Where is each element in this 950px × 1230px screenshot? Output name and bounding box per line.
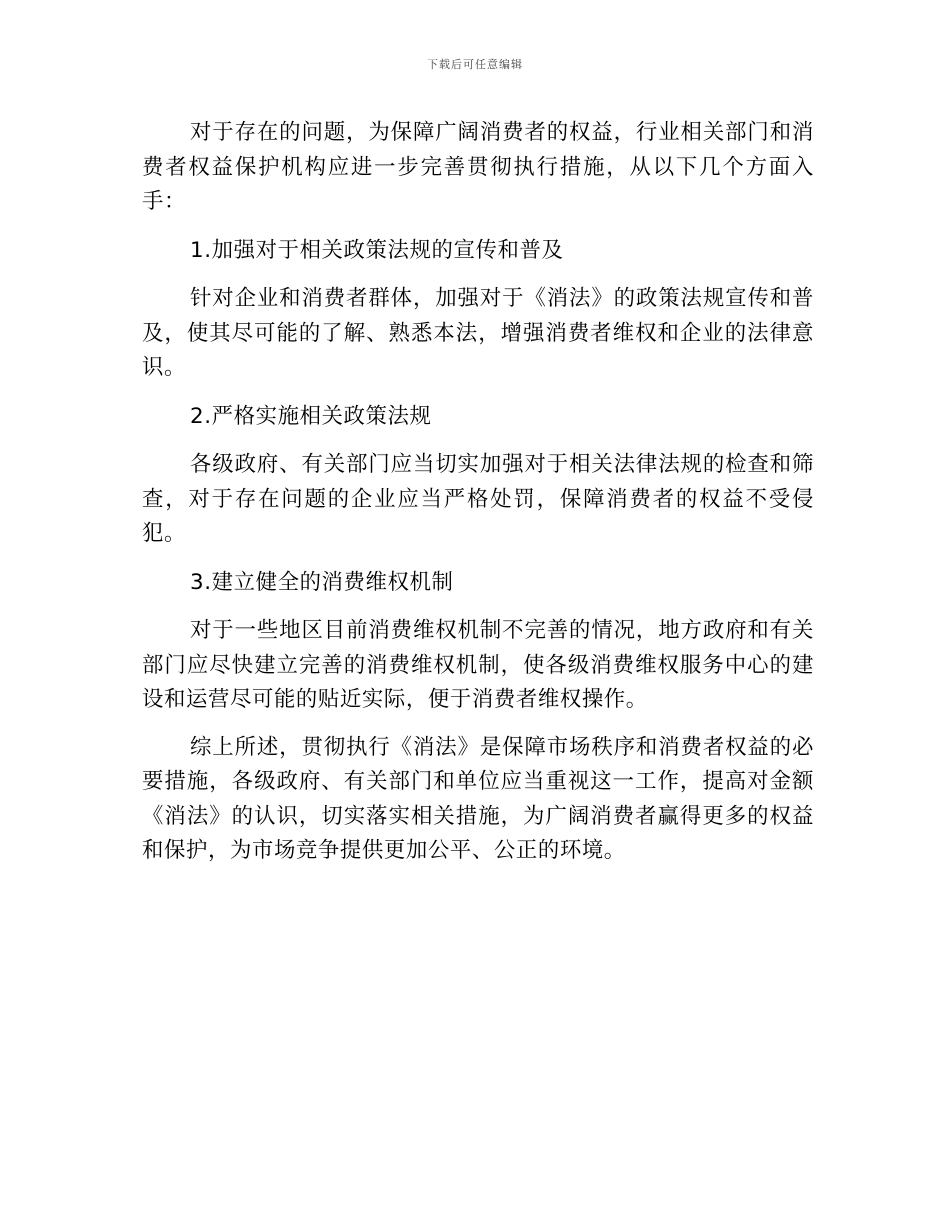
document-body bbox=[142, 116, 814, 869]
conclusion-paragraph: 综上所述，贯彻执行《消法》是保障市场秩序和消费者权益的必要措施，各级政府、有关部门和单位应当重视这一工作，提高对金额《消法》的认识，切实落实相关措施，为广阔消费者赢得更多的权益和保护，为市场竞争提供更加公平、公正的环境。 bbox=[142, 734, 814, 863]
page-header: 下载后可任意编辑 bbox=[427, 58, 523, 71]
section-body-3: 对于一些地区目前消费维权机制不完善的情况，地方政府和有关部门应尽快建立完善的消费维权机制，使各级消费维权服务中心的建设和运营尽可能的贴近实际，便于消费者维权操作。 bbox=[142, 618, 814, 712]
section-heading-2: 2.严格实施相关政策法规 bbox=[190, 403, 432, 429]
intro-paragraph: 对于存在的问题，为保障广阔消费者的权益，行业相关部门和消费者权益保护机构应进一步完善贯彻执行措施，从以下几个方面入手： bbox=[142, 120, 814, 214]
section-heading-3: 3.建立健全的消费维权机制 bbox=[190, 569, 454, 595]
section-heading-1: 1.加强对于相关政策法规的宣传和普及 bbox=[190, 237, 564, 263]
section-body-2: 各级政府、有关部门应当切实加强对于相关法律法规的检查和筛查，对于存在问题的企业应当严格处罚，保障消费者的权益不受侵犯。 bbox=[142, 452, 814, 546]
section-body-1: 针对企业和消费者群体，加强对于《消法》的政策法规宣传和普及，使其尽可能的了解、熟悉本法，增强消费者维权和企业的法律意识。 bbox=[142, 286, 814, 380]
